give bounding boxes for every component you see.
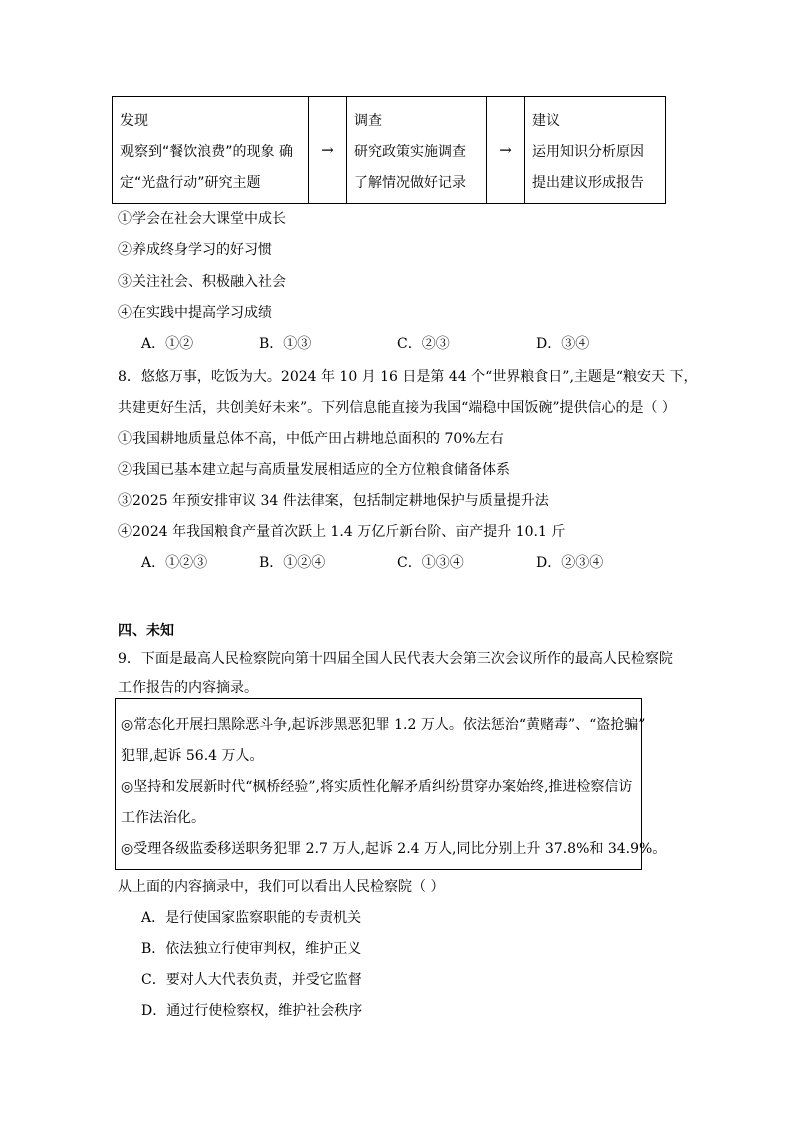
q9-question: 从上面的内容摘录中，我们可以看出人民检察院（ ） — [118, 879, 445, 895]
q8-item-1: ①我国耕地质量总体不高，中低产田占耕地总面积的 70%左右 — [118, 431, 504, 447]
discover-line2: 定“光盘行动”研究主题 — [120, 175, 261, 191]
q8-option-a[interactable]: A．①②③ — [141, 555, 208, 571]
q8-stem-line1: 8．悠悠万事，吃饭为大。2024 年 10 月 16 日是第 44 个“世界粮食日”,主题是“粮安天 下， — [118, 369, 698, 385]
q8-option-d[interactable]: D．②③④ — [536, 555, 604, 571]
arrow-icon: → — [499, 141, 512, 159]
discover-title: 发现 — [120, 113, 148, 129]
q9-option-c[interactable]: C．要对人大代表负责，并受它监督 — [141, 972, 362, 988]
suggest-line1: 运用知识分析原因 — [532, 144, 644, 160]
q8-stem-line2: 共建更好生活，共创美好未来”。下列信息能直接为我国“端稳中国饭碗”提供信心的是（ ） — [118, 400, 676, 416]
excerpt-line-1: ◎常态化开展扫黑除恶斗争,起诉涉黑恶犯罪 1.2 万人。依法惩治“黄赌毒”、“盗抢骗” — [121, 717, 646, 733]
q9-stem-line2: 工作报告的内容摘录。 — [118, 680, 258, 696]
suggest-line2: 提出建议形成报告 — [532, 175, 644, 191]
investigate-line2: 了解情况做好记录 — [354, 175, 466, 191]
q7-option-b[interactable]: B．①③ — [259, 336, 312, 352]
excerpt-line-2: 犯罪,起诉 56.4 万人。 — [121, 748, 264, 764]
q7-item-4: ④在实践中提高学习成绩 — [118, 305, 272, 321]
excerpt-line-4: 工作法治化。 — [121, 810, 205, 826]
flow-cell-investigate — [347, 97, 487, 203]
q9-stem-line1: 9．下面是最高人民检察院向第十四届全国人民代表大会第三次会议所作的最高人民检察院 — [118, 651, 673, 667]
investigate-title: 调查 — [354, 113, 382, 129]
q9-option-d[interactable]: D．通过行使检察权，维护社会秩序 — [141, 1003, 363, 1019]
excerpt-line-5: ◎受理各级监委移送职务犯罪 2.7 万人,起诉 2.4 万人,同比分别上升 37.8%和 34.9%。 — [121, 841, 667, 857]
q7-item-2: ②养成终身学习的好习惯 — [118, 242, 272, 258]
q7-option-a[interactable]: A．①② — [141, 336, 194, 352]
q7-item-1: ①学会在社会大课堂中成长 — [118, 211, 286, 227]
q9-option-a[interactable]: A．是行使国家监察职能的专责机关 — [141, 910, 362, 926]
excerpt-line-3: ◎坚持和发展新时代“枫桥经验”,将实质性化解矛盾纠纷贯穿办案始终,推进检察信访 — [121, 779, 633, 795]
q9-option-b[interactable]: B．依法独立行使审判权，维护正义 — [141, 941, 362, 957]
flow-arrow-cell-2 — [487, 97, 525, 203]
q8-item-2: ②我国已基本建立起与高质量发展相适应的全方位粮食储备体系 — [118, 462, 510, 478]
arrow-icon: → — [321, 141, 334, 159]
flow-table — [112, 96, 666, 204]
suggest-title: 建议 — [532, 113, 560, 129]
discover-line1: 观察到“餐饮浪费”的现象 确 — [120, 144, 293, 160]
q7-option-d[interactable]: D．③④ — [536, 336, 590, 352]
section-heading: 四、未知 — [118, 623, 174, 639]
flow-arrow-cell-1 — [309, 97, 347, 203]
investigate-line1: 研究政策实施调查 — [354, 144, 466, 160]
q7-option-c[interactable]: C．②③ — [397, 336, 450, 352]
q8-option-c[interactable]: C．①③④ — [397, 555, 464, 571]
q8-option-b[interactable]: B．①②④ — [259, 555, 326, 571]
q7-item-3: ③关注社会、积极融入社会 — [118, 274, 286, 290]
q8-item-3: ③2025 年预安排审议 34 件法律案，包括制定耕地保护与质量提升法 — [118, 493, 549, 509]
flow-cell-discover — [113, 97, 309, 203]
flow-cell-suggest — [525, 97, 665, 203]
q9-excerpt-box — [115, 698, 667, 870]
q8-item-4: ④2024 年我国粮食产量首次跃上 1.4 万亿斤新台阶、亩产提升 10.1 斤 — [118, 524, 566, 540]
